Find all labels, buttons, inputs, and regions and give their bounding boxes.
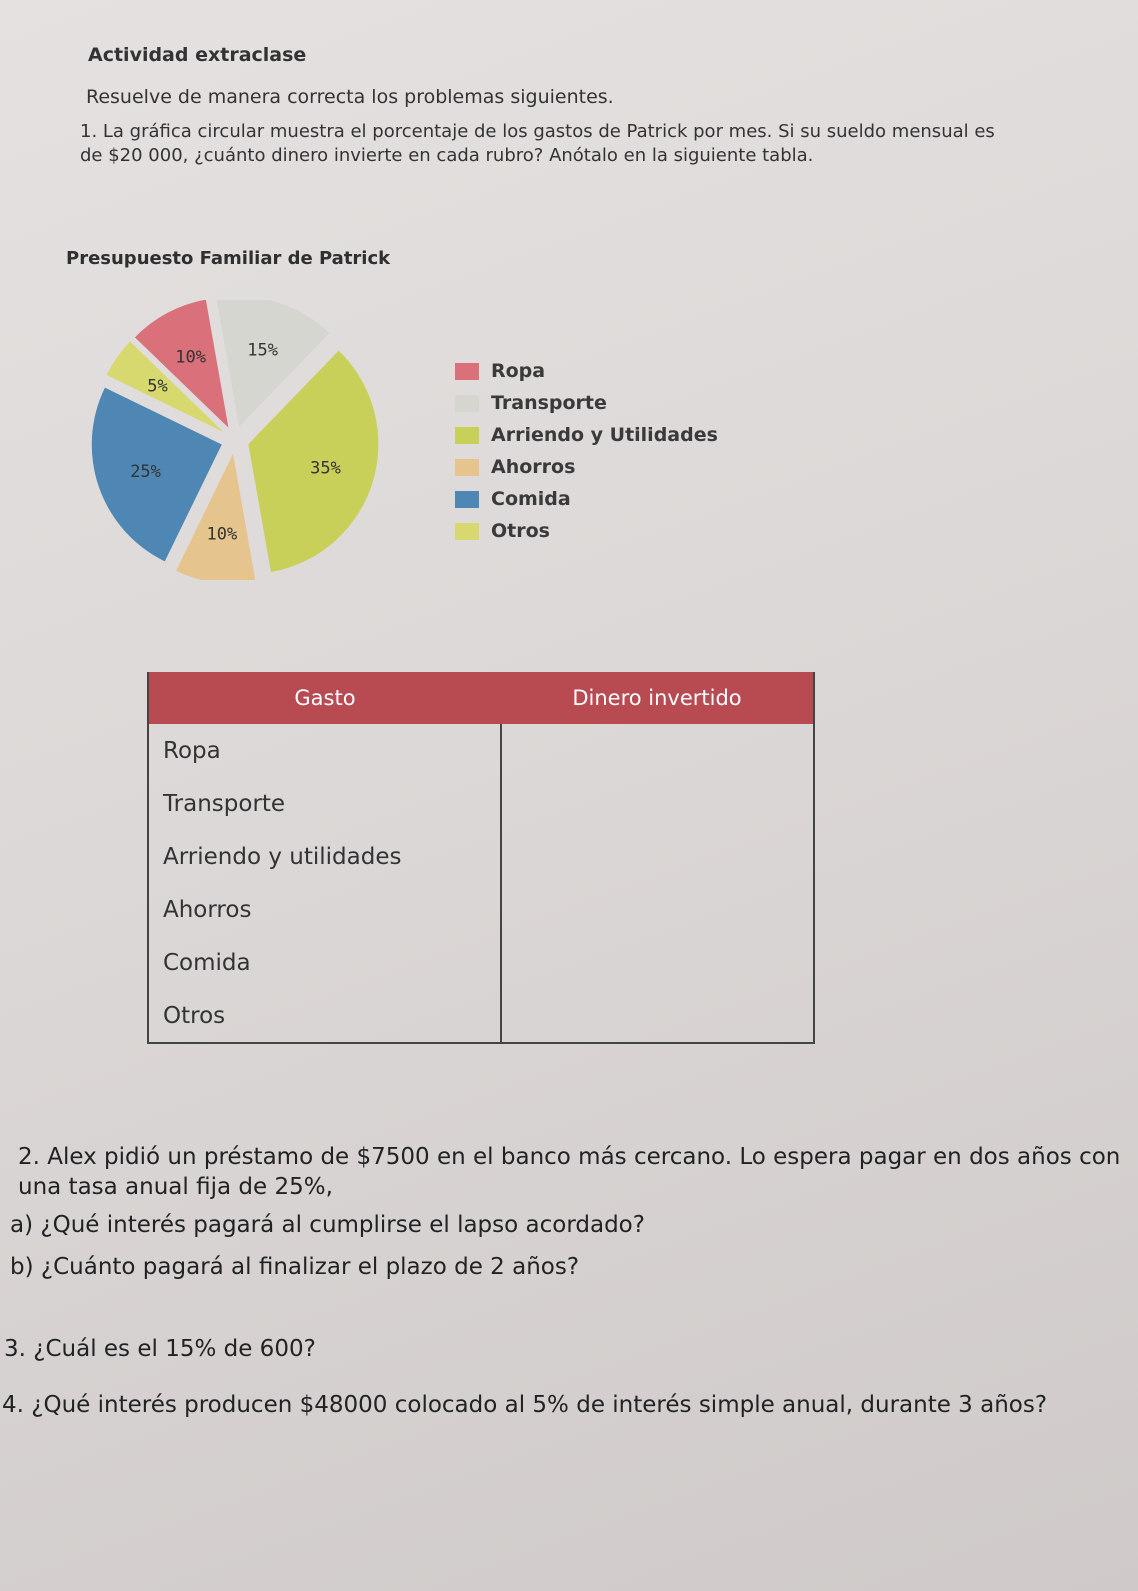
instructions: Resuelve de manera correcta los problemas siguientes. [86, 86, 614, 108]
table-row [148, 830, 814, 883]
legend-label: Arriendo y Utilidades [491, 424, 718, 446]
header-dinero-invertido: Dinero invertido [501, 672, 814, 724]
legend-label: Ropa [491, 360, 546, 382]
row-label: Otros [163, 1002, 226, 1029]
row-label: Ropa [163, 737, 221, 764]
table-row [148, 883, 814, 936]
legend-swatch [455, 523, 479, 540]
answer-cell[interactable] [501, 936, 814, 989]
answer-cell[interactable] [501, 724, 814, 777]
table-row [148, 777, 814, 830]
legend-swatch [455, 491, 479, 508]
legend-item-otros [455, 515, 718, 547]
pie-label: 5% [147, 376, 168, 397]
legend-item-comida [455, 483, 718, 515]
chart-legend [455, 355, 718, 547]
pie-label: 35% [310, 458, 341, 479]
row-label: Comida [163, 949, 251, 976]
legend-swatch [455, 459, 479, 476]
legend-swatch [455, 427, 479, 444]
pie-label: 25% [130, 461, 161, 482]
table-row [148, 936, 814, 989]
row-label: Arriendo y utilidades [163, 843, 402, 870]
table-row [148, 989, 814, 1043]
activity-title: Actividad extraclase [88, 44, 307, 66]
problem-3-text: 3. ¿Cuál es el 15% de 600? [4, 1336, 316, 1362]
pie-label: 15% [247, 340, 279, 361]
row-label: Transporte [163, 790, 286, 817]
table-row [148, 724, 814, 777]
legend-label: Comida [491, 488, 571, 510]
pie-label: 10% [175, 347, 206, 368]
pie-label: 10% [206, 524, 238, 545]
answer-cell[interactable] [501, 830, 814, 883]
answer-cell[interactable] [501, 883, 814, 936]
problem-2b-text: b) ¿Cuánto pagará al finalizar el plazo de 2 años? [10, 1254, 580, 1280]
problem-2a-text: a) ¿Qué interés pagará al cumplirse el lapso acordado? [10, 1212, 645, 1238]
pie-chart [70, 300, 390, 580]
row-label: Ahorros [163, 896, 252, 923]
table-header-row [148, 672, 814, 724]
legend-label: Transporte [491, 392, 607, 414]
legend-item-arriendo [455, 419, 718, 451]
legend-item-transporte [455, 387, 718, 419]
chart-title: Presupuesto Familiar de Patrick [66, 248, 391, 269]
header-gasto: Gasto [148, 672, 501, 724]
expense-table [147, 672, 815, 1044]
legend-label: Otros [491, 520, 550, 542]
legend-label: Ahorros [491, 456, 576, 478]
legend-swatch [455, 363, 479, 380]
answer-cell[interactable] [501, 777, 814, 830]
problem-2-text: 2. Alex pidió un préstamo de $7500 en el banco más cercano. Lo espera pagar en dos años con una tasa anual fija de 25%, [18, 1144, 1121, 1200]
problem-4-text: 4. ¿Qué interés producen $48000 colocado al 5% de interés simple anual, durante 3 años? [2, 1392, 1048, 1418]
legend-item-ahorros [455, 451, 718, 483]
problem-1-text: 1. La gráfica circular muestra el porcentaje de los gastos de Patrick por mes. Si su sueldo mensual es de $20 000, ¿cuánto dinero invierte en cada rubro? Anótalo en la siguiente tabla. [80, 121, 995, 166]
legend-swatch [455, 395, 479, 412]
answer-cell[interactable] [501, 989, 814, 1043]
legend-item-ropa [455, 355, 718, 387]
